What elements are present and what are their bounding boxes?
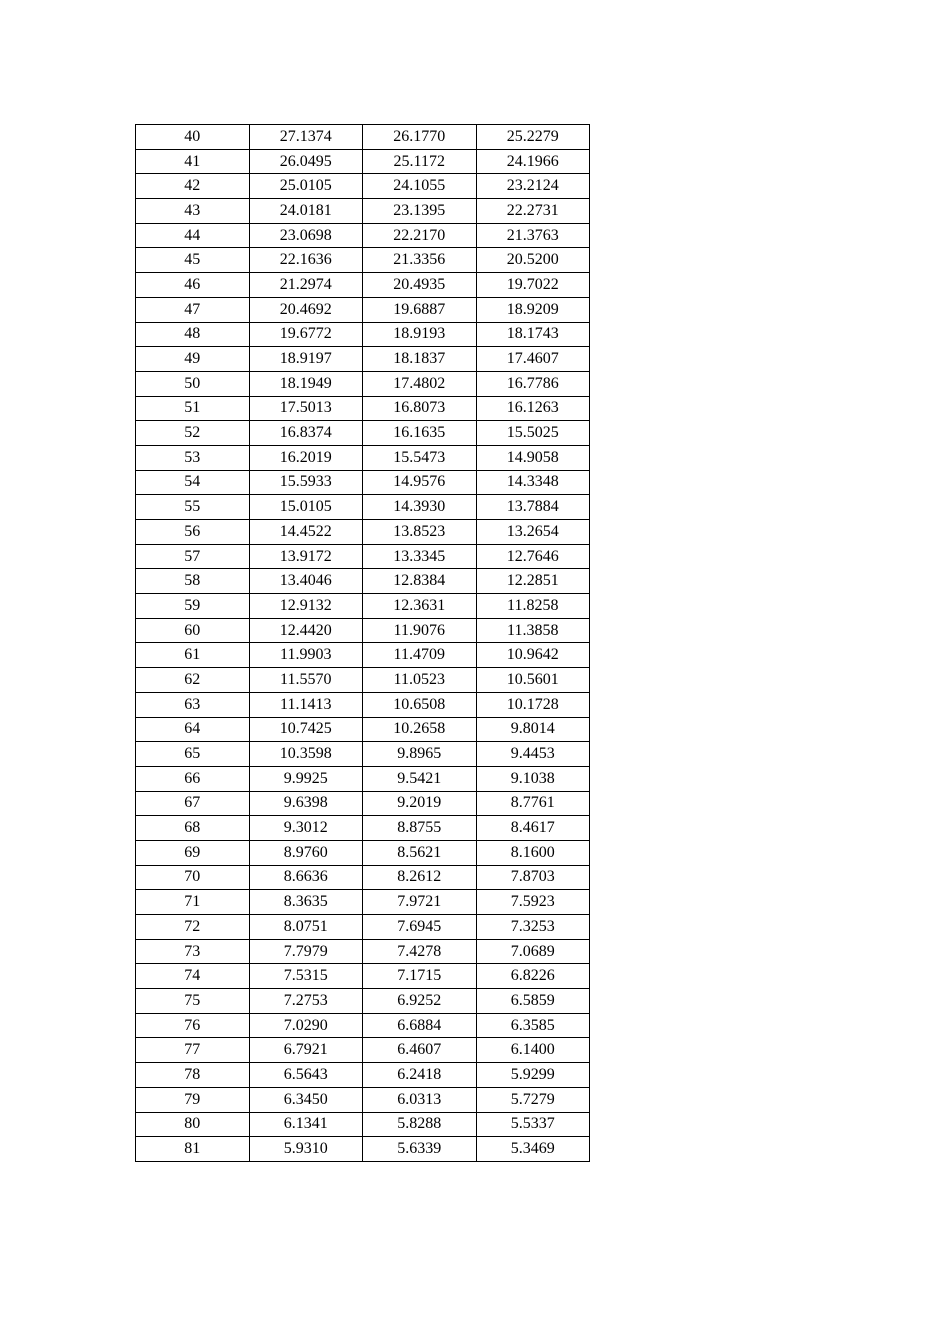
- table-row: [136, 865, 590, 890]
- value-cell: 23.0698: [249, 223, 363, 248]
- value-cell: 6.6884: [363, 1013, 477, 1038]
- value-cell: 18.9193: [363, 322, 477, 347]
- row-index-cell: 62: [136, 668, 250, 693]
- table-row: [136, 791, 590, 816]
- row-index-cell: 79: [136, 1087, 250, 1112]
- data-table: [135, 124, 590, 1162]
- table-row: [136, 322, 590, 347]
- value-cell: 9.4453: [476, 742, 590, 767]
- table-row: [136, 816, 590, 841]
- row-index-cell: 59: [136, 594, 250, 619]
- value-cell: 12.2851: [476, 569, 590, 594]
- table-row: [136, 964, 590, 989]
- value-cell: 7.3253: [476, 915, 590, 940]
- value-cell: 22.2731: [476, 199, 590, 224]
- value-cell: 15.5473: [363, 445, 477, 470]
- value-cell: 9.6398: [249, 791, 363, 816]
- value-cell: 5.6339: [363, 1137, 477, 1162]
- table-row: [136, 643, 590, 668]
- value-cell: 6.3585: [476, 1013, 590, 1038]
- value-cell: 27.1374: [249, 125, 363, 150]
- value-cell: 10.6508: [363, 692, 477, 717]
- value-cell: 11.4709: [363, 643, 477, 668]
- row-index-cell: 50: [136, 371, 250, 396]
- value-cell: 17.4802: [363, 371, 477, 396]
- value-cell: 26.1770: [363, 125, 477, 150]
- row-index-cell: 81: [136, 1137, 250, 1162]
- table-row: [136, 1038, 590, 1063]
- value-cell: 7.6945: [363, 915, 477, 940]
- value-cell: 8.8755: [363, 816, 477, 841]
- value-cell: 14.9576: [363, 470, 477, 495]
- value-cell: 11.3858: [476, 618, 590, 643]
- table-row: [136, 1137, 590, 1162]
- table-row: [136, 149, 590, 174]
- value-cell: 12.8384: [363, 569, 477, 594]
- table-row: [136, 520, 590, 545]
- value-cell: 25.1172: [363, 149, 477, 174]
- value-cell: 17.5013: [249, 396, 363, 421]
- table-row: [136, 717, 590, 742]
- value-cell: 10.5601: [476, 668, 590, 693]
- value-cell: 18.9209: [476, 297, 590, 322]
- row-index-cell: 68: [136, 816, 250, 841]
- value-cell: 17.4607: [476, 347, 590, 372]
- row-index-cell: 55: [136, 495, 250, 520]
- value-cell: 6.1341: [249, 1112, 363, 1137]
- value-cell: 8.1600: [476, 840, 590, 865]
- value-cell: 24.1055: [363, 174, 477, 199]
- table-row: [136, 1063, 590, 1088]
- row-index-cell: 64: [136, 717, 250, 742]
- value-cell: 8.7761: [476, 791, 590, 816]
- value-cell: 7.2753: [249, 989, 363, 1014]
- value-cell: 10.9642: [476, 643, 590, 668]
- table-row: [136, 594, 590, 619]
- value-cell: 9.8965: [363, 742, 477, 767]
- value-cell: 10.7425: [249, 717, 363, 742]
- table-row: [136, 840, 590, 865]
- value-cell: 6.3450: [249, 1087, 363, 1112]
- value-cell: 5.9310: [249, 1137, 363, 1162]
- row-index-cell: 41: [136, 149, 250, 174]
- value-cell: 16.1263: [476, 396, 590, 421]
- value-cell: 21.2974: [249, 273, 363, 298]
- row-index-cell: 56: [136, 520, 250, 545]
- value-cell: 10.2658: [363, 717, 477, 742]
- value-cell: 9.3012: [249, 816, 363, 841]
- value-cell: 22.2170: [363, 223, 477, 248]
- value-cell: 7.1715: [363, 964, 477, 989]
- table-row: [136, 939, 590, 964]
- value-cell: 24.1966: [476, 149, 590, 174]
- value-cell: 7.5923: [476, 890, 590, 915]
- row-index-cell: 78: [136, 1063, 250, 1088]
- value-cell: 5.5337: [476, 1112, 590, 1137]
- value-cell: 7.0689: [476, 939, 590, 964]
- row-index-cell: 61: [136, 643, 250, 668]
- value-cell: 5.3469: [476, 1137, 590, 1162]
- value-cell: 8.4617: [476, 816, 590, 841]
- value-cell: 6.5859: [476, 989, 590, 1014]
- value-cell: 8.3635: [249, 890, 363, 915]
- value-cell: 11.9076: [363, 618, 477, 643]
- table-row: [136, 248, 590, 273]
- table-row: [136, 1087, 590, 1112]
- value-cell: 6.4607: [363, 1038, 477, 1063]
- value-cell: 5.8288: [363, 1112, 477, 1137]
- row-index-cell: 52: [136, 421, 250, 446]
- row-index-cell: 65: [136, 742, 250, 767]
- value-cell: 13.3345: [363, 544, 477, 569]
- value-cell: 10.3598: [249, 742, 363, 767]
- value-cell: 6.2418: [363, 1063, 477, 1088]
- row-index-cell: 69: [136, 840, 250, 865]
- value-cell: 11.5570: [249, 668, 363, 693]
- value-cell: 9.9925: [249, 766, 363, 791]
- value-cell: 11.9903: [249, 643, 363, 668]
- value-cell: 13.7884: [476, 495, 590, 520]
- value-cell: 22.1636: [249, 248, 363, 273]
- value-cell: 8.6636: [249, 865, 363, 890]
- value-cell: 18.1949: [249, 371, 363, 396]
- table-row: [136, 445, 590, 470]
- table-row: [136, 890, 590, 915]
- value-cell: 18.1837: [363, 347, 477, 372]
- table-row: [136, 544, 590, 569]
- value-cell: 16.1635: [363, 421, 477, 446]
- value-cell: 16.7786: [476, 371, 590, 396]
- value-cell: 16.8374: [249, 421, 363, 446]
- row-index-cell: 70: [136, 865, 250, 890]
- table-body: [136, 125, 590, 1162]
- value-cell: 20.5200: [476, 248, 590, 273]
- table-row: [136, 174, 590, 199]
- value-cell: 14.9058: [476, 445, 590, 470]
- row-index-cell: 58: [136, 569, 250, 594]
- value-cell: 6.9252: [363, 989, 477, 1014]
- value-cell: 12.4420: [249, 618, 363, 643]
- value-cell: 7.7979: [249, 939, 363, 964]
- row-index-cell: 77: [136, 1038, 250, 1063]
- table-row: [136, 297, 590, 322]
- value-cell: 16.8073: [363, 396, 477, 421]
- table-row: [136, 989, 590, 1014]
- table-row: [136, 470, 590, 495]
- value-cell: 7.9721: [363, 890, 477, 915]
- table-row: [136, 1013, 590, 1038]
- table-row: [136, 371, 590, 396]
- table-row: [136, 692, 590, 717]
- value-cell: 18.1743: [476, 322, 590, 347]
- value-cell: 13.9172: [249, 544, 363, 569]
- value-cell: 12.3631: [363, 594, 477, 619]
- value-cell: 9.1038: [476, 766, 590, 791]
- table-row: [136, 421, 590, 446]
- row-index-cell: 53: [136, 445, 250, 470]
- row-index-cell: 47: [136, 297, 250, 322]
- value-cell: 8.5621: [363, 840, 477, 865]
- value-cell: 20.4935: [363, 273, 477, 298]
- row-index-cell: 74: [136, 964, 250, 989]
- value-cell: 5.7279: [476, 1087, 590, 1112]
- row-index-cell: 63: [136, 692, 250, 717]
- value-cell: 18.9197: [249, 347, 363, 372]
- row-index-cell: 71: [136, 890, 250, 915]
- value-cell: 9.8014: [476, 717, 590, 742]
- row-index-cell: 48: [136, 322, 250, 347]
- value-cell: 15.5025: [476, 421, 590, 446]
- table-row: [136, 495, 590, 520]
- table-row: [136, 668, 590, 693]
- table-row: [136, 618, 590, 643]
- value-cell: 6.8226: [476, 964, 590, 989]
- value-cell: 5.9299: [476, 1063, 590, 1088]
- row-index-cell: 46: [136, 273, 250, 298]
- value-cell: 9.2019: [363, 791, 477, 816]
- table-row: [136, 125, 590, 150]
- table-row: [136, 396, 590, 421]
- value-cell: 26.0495: [249, 149, 363, 174]
- value-cell: 25.2279: [476, 125, 590, 150]
- value-cell: 13.4046: [249, 569, 363, 594]
- table-row: [136, 1112, 590, 1137]
- table-row: [136, 347, 590, 372]
- row-index-cell: 66: [136, 766, 250, 791]
- row-index-cell: 67: [136, 791, 250, 816]
- row-index-cell: 76: [136, 1013, 250, 1038]
- value-cell: 7.8703: [476, 865, 590, 890]
- value-cell: 8.0751: [249, 915, 363, 940]
- value-cell: 6.5643: [249, 1063, 363, 1088]
- value-cell: 9.5421: [363, 766, 477, 791]
- table-row: [136, 766, 590, 791]
- row-index-cell: 40: [136, 125, 250, 150]
- value-cell: 15.0105: [249, 495, 363, 520]
- value-cell: 23.1395: [363, 199, 477, 224]
- value-cell: 8.9760: [249, 840, 363, 865]
- value-cell: 19.6887: [363, 297, 477, 322]
- value-cell: 11.8258: [476, 594, 590, 619]
- table-row: [136, 915, 590, 940]
- row-index-cell: 57: [136, 544, 250, 569]
- value-cell: 11.0523: [363, 668, 477, 693]
- value-cell: 7.0290: [249, 1013, 363, 1038]
- table-row: [136, 199, 590, 224]
- value-cell: 6.0313: [363, 1087, 477, 1112]
- value-cell: 24.0181: [249, 199, 363, 224]
- value-cell: 25.0105: [249, 174, 363, 199]
- value-cell: 12.7646: [476, 544, 590, 569]
- row-index-cell: 75: [136, 989, 250, 1014]
- row-index-cell: 45: [136, 248, 250, 273]
- value-cell: 14.3930: [363, 495, 477, 520]
- table-row: [136, 223, 590, 248]
- row-index-cell: 44: [136, 223, 250, 248]
- value-cell: 14.3348: [476, 470, 590, 495]
- row-index-cell: 43: [136, 199, 250, 224]
- value-cell: 14.4522: [249, 520, 363, 545]
- value-cell: 7.4278: [363, 939, 477, 964]
- value-cell: 12.9132: [249, 594, 363, 619]
- table-row: [136, 742, 590, 767]
- row-index-cell: 49: [136, 347, 250, 372]
- row-index-cell: 54: [136, 470, 250, 495]
- value-cell: 21.3763: [476, 223, 590, 248]
- value-cell: 19.7022: [476, 273, 590, 298]
- value-cell: 21.3356: [363, 248, 477, 273]
- row-index-cell: 72: [136, 915, 250, 940]
- value-cell: 16.2019: [249, 445, 363, 470]
- value-cell: 10.1728: [476, 692, 590, 717]
- value-cell: 15.5933: [249, 470, 363, 495]
- value-cell: 8.2612: [363, 865, 477, 890]
- row-index-cell: 42: [136, 174, 250, 199]
- value-cell: 6.1400: [476, 1038, 590, 1063]
- value-cell: 13.8523: [363, 520, 477, 545]
- value-cell: 13.2654: [476, 520, 590, 545]
- value-cell: 6.7921: [249, 1038, 363, 1063]
- row-index-cell: 60: [136, 618, 250, 643]
- value-cell: 20.4692: [249, 297, 363, 322]
- value-cell: 11.1413: [249, 692, 363, 717]
- value-cell: 23.2124: [476, 174, 590, 199]
- value-cell: 19.6772: [249, 322, 363, 347]
- table-row: [136, 273, 590, 298]
- value-cell: 7.5315: [249, 964, 363, 989]
- table-row: [136, 569, 590, 594]
- row-index-cell: 51: [136, 396, 250, 421]
- row-index-cell: 73: [136, 939, 250, 964]
- row-index-cell: 80: [136, 1112, 250, 1137]
